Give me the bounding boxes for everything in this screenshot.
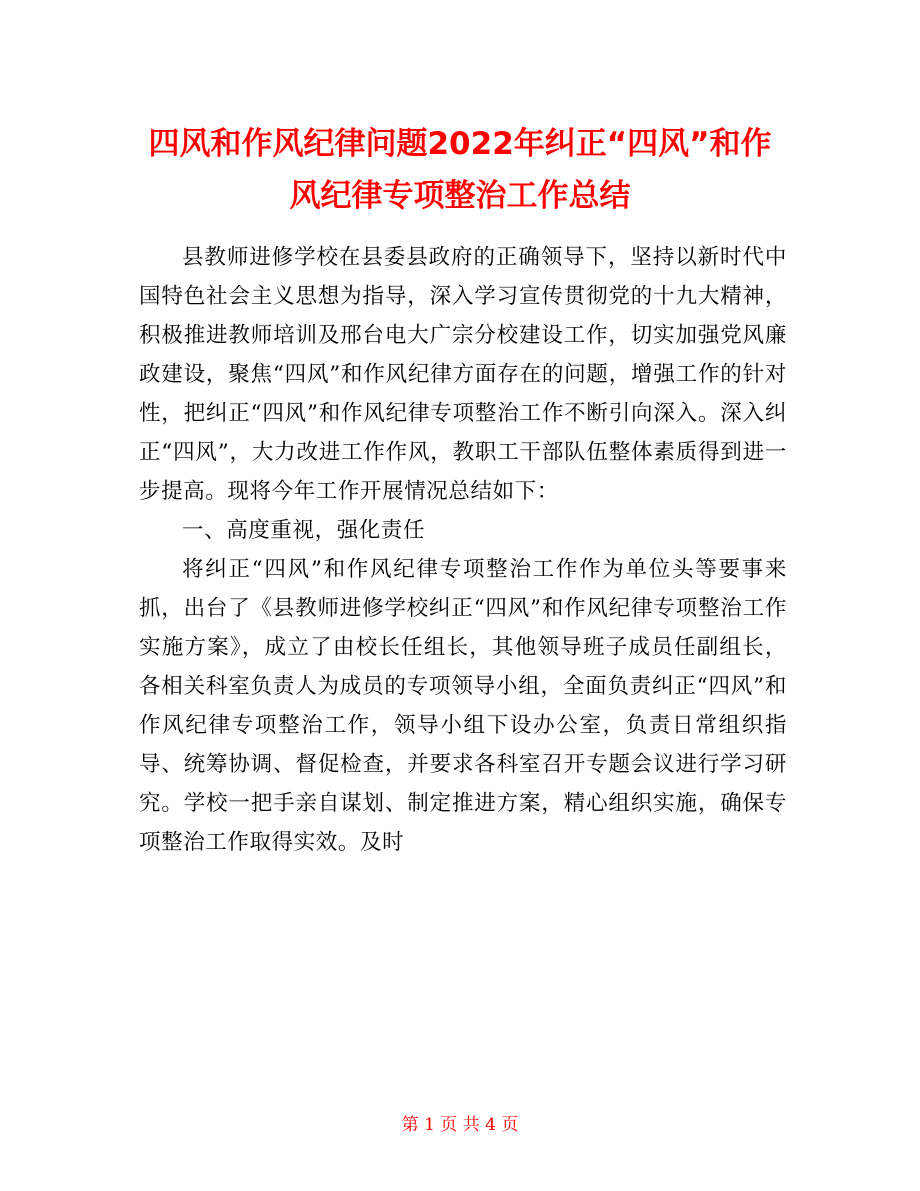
section-heading: 一、高度重视，强化责任 <box>182 518 426 543</box>
page-number-footer: 第 1 页 共 4 页 <box>401 1115 519 1135</box>
document-title <box>130 118 790 222</box>
title-line-2: 风纪律专项整治工作总结 <box>289 178 631 214</box>
document-body <box>139 238 787 862</box>
body-paragraph: 将纠正“四风”和作风纪律专项整治工作作为单位头等要事来抓，出台了《县教师进修学校纠正“四风”和作风纪律专项整治工作实施方案》，成立了由校长任组长，其他领导班子成员任副组长，各相关科室负责人为成员的专项领导小组，全面负责纠正“四风”和作风纪律专项整治工作，领导小组下设办公室，负责日常组织指导、统筹协调、督促检查，并要求各科室召开专题会议进行学习研究。学校一把手亲自谋划、制定推进方案，精心组织实施，确保专项整治工作取得实效。及时 <box>139 557 787 855</box>
body-paragraph: 县教师进修学校在县委县政府的正确领导下，坚持以新时代中国特色社会主义思想为指导，深入学习宣传贯彻党的十九大精神，积极推进教师培训及邢台电大广宗分校建设工作，切实加强党风廉政建设，聚焦“四风”和作风纪律方面存在的问题，增强工作的针对性，把纠正“四风”和作风纪律专项整治工作不断引向深入。深入纠正“四风”，大力改进工作作风，教职工干部队伍整体素质得到进一步提高。现将今年工作开展情况总结如下： <box>139 245 787 504</box>
title-line-1: 四风和作风纪律问题2022年纠正“四风”和作 <box>148 126 772 162</box>
